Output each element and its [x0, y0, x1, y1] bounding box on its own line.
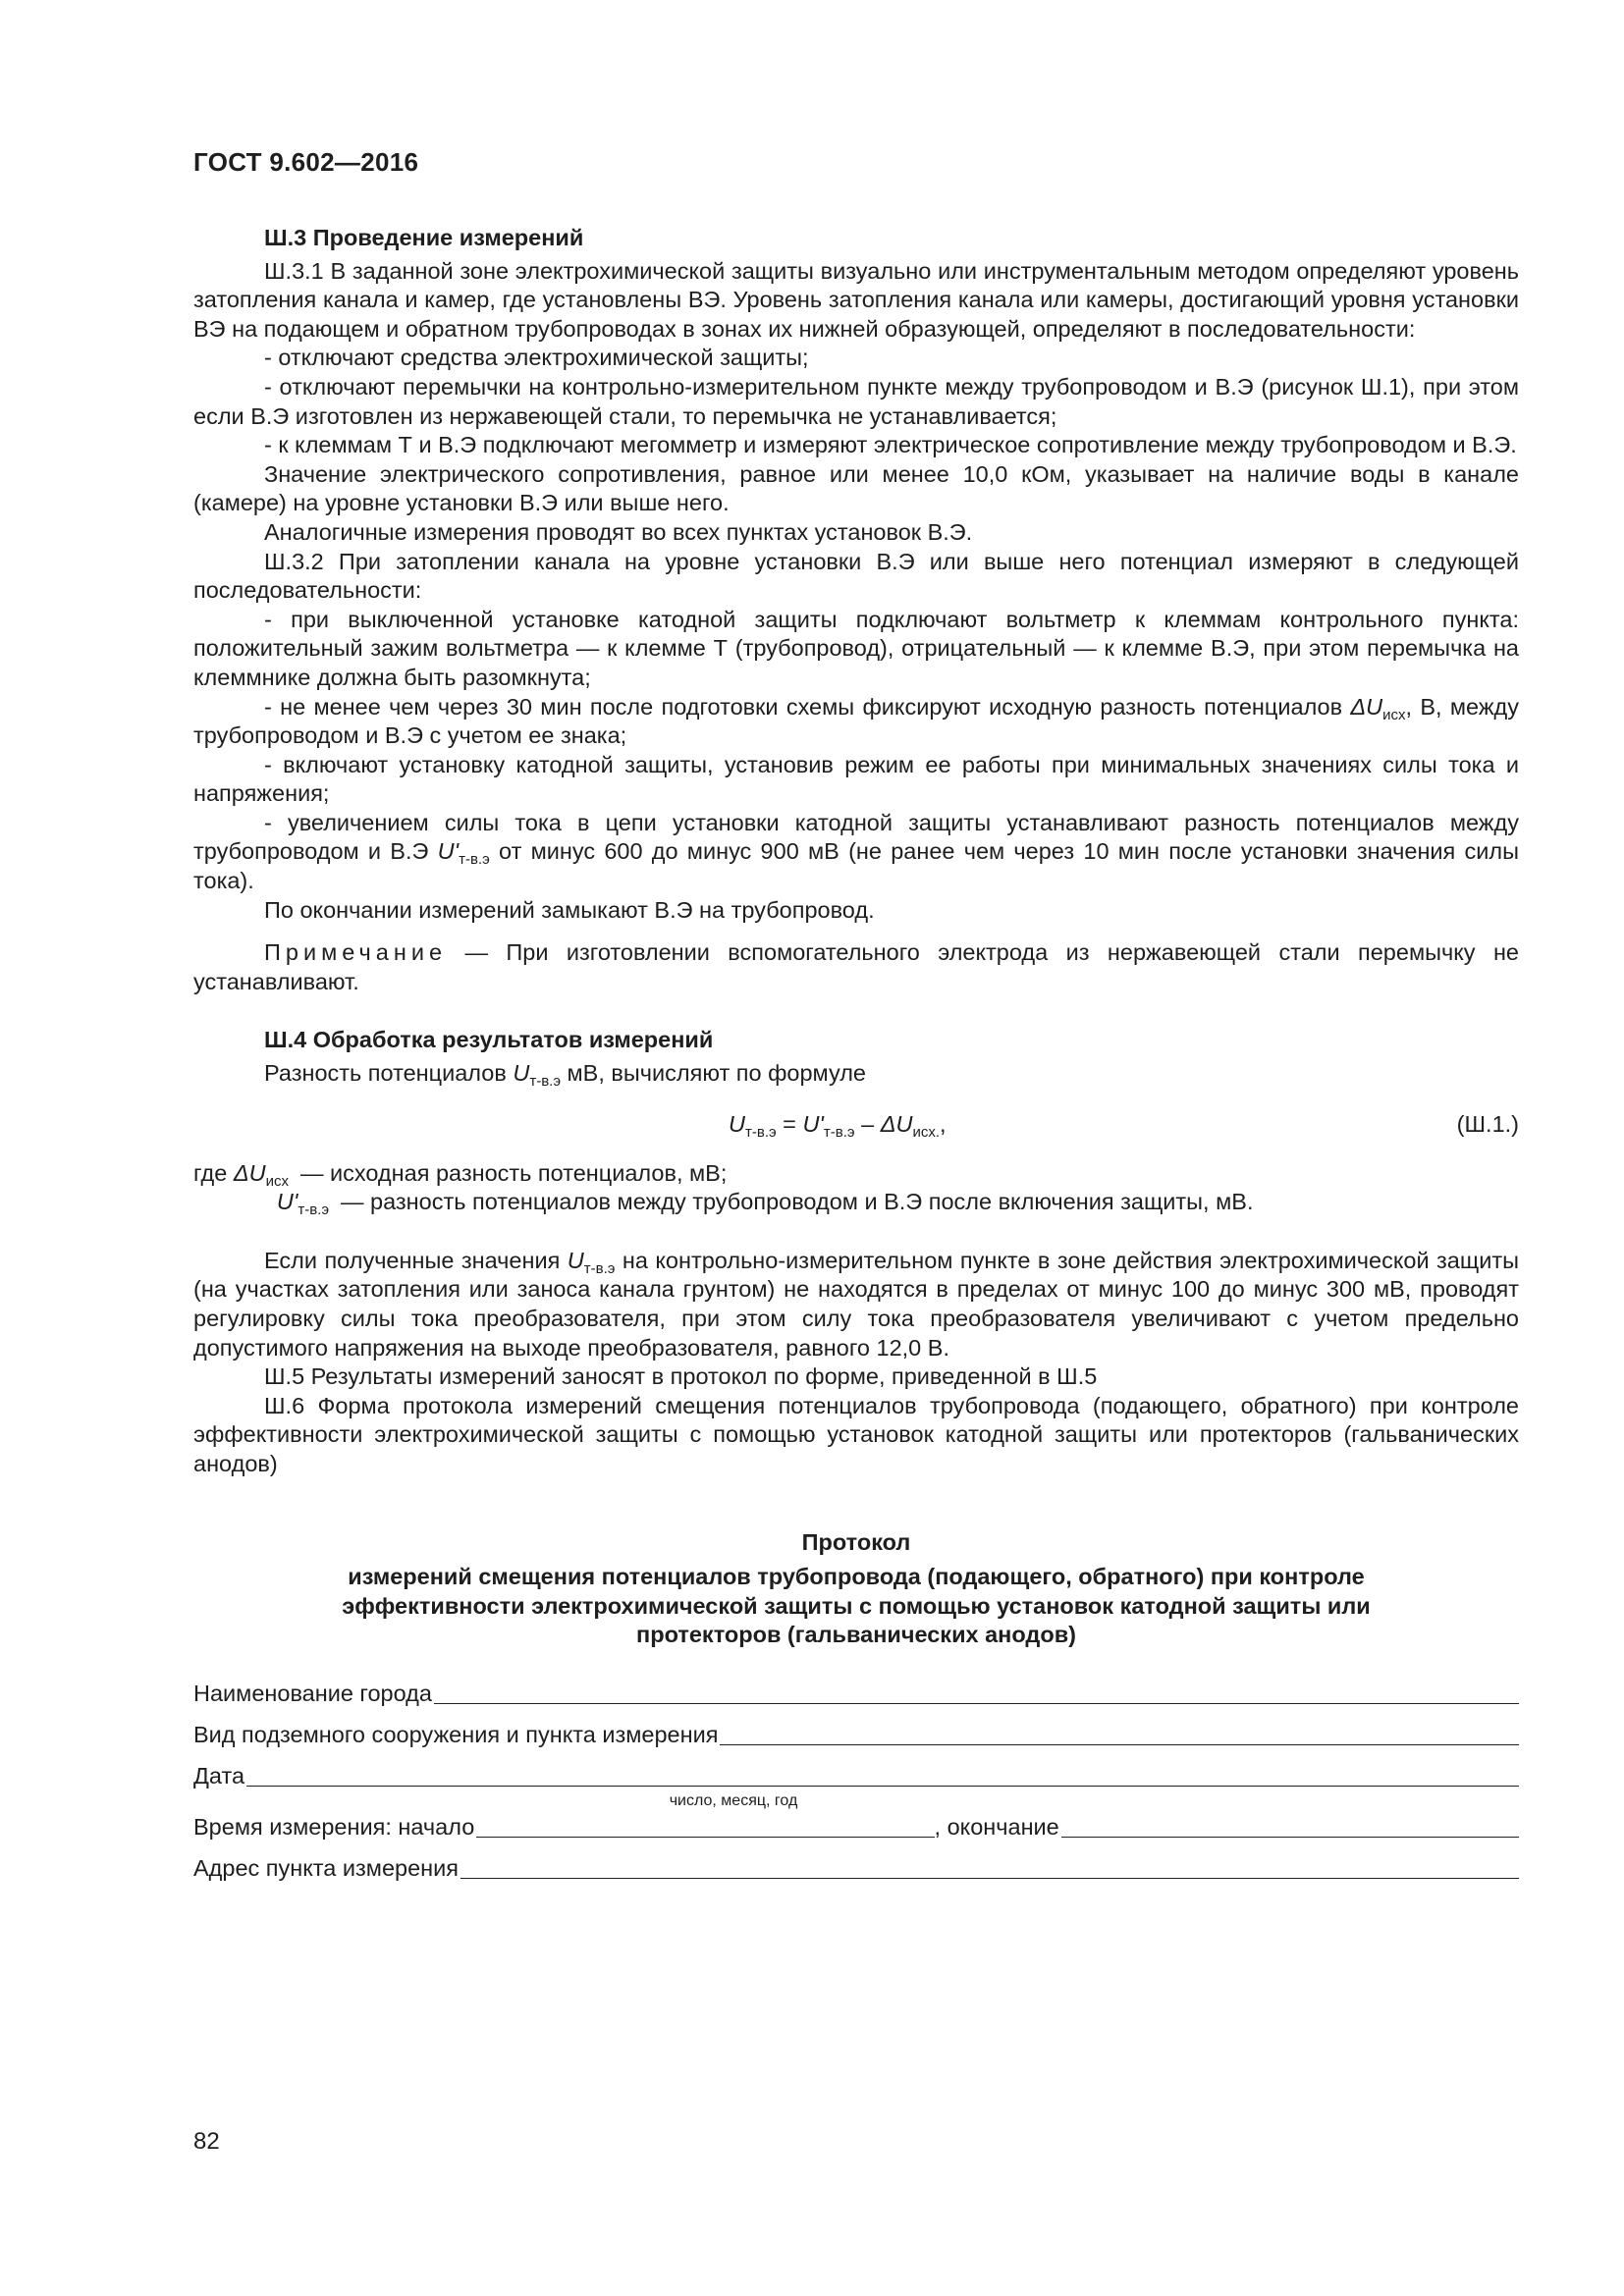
- formula-legend: [193, 1159, 1519, 1217]
- formula-number: (Ш.1.): [1456, 1110, 1519, 1137]
- city-field[interactable]: Наименование города: [193, 1668, 1519, 1709]
- list-item: - увеличением силы тока в цепи установки катодной защиты устанавливают разность потенциалов между трубопроводом и В.Э $U'_{т-в.э}$ от минус 600 до минус 900 мВ (не ранее чем через 10 мин после установки значения силы тока).: [193, 809, 1520, 894]
- section-heading-sh4: Ш.4 Обработка результатов измерений: [264, 1027, 714, 1053]
- paragraph: Значение электрического сопротивления, равное или менее 10,0 кОм, указывает на наличие воды в канале (камере) на уровне установки В.Э или выше него.: [193, 460, 1519, 516]
- structure-field[interactable]: Вид подземного сооружения и пункта измерения: [193, 1709, 1519, 1750]
- page-number: 82: [193, 2128, 220, 2155]
- paragraph: Ш.3.2 При затоплении канала на уровне установки В.Э или выше него потенциал измеряют в следующей последовательности:: [193, 548, 1519, 604]
- address-field[interactable]: Адрес пункта измерения: [193, 1842, 1519, 1884]
- list-item: - отключают перемычки на контрольно-измерительном пункте между трубопроводом и В.Э (рисунок Ш.1), при этом если В.Э изготовлен из нержавеющей стали, то перемычка не устанавливается;: [193, 373, 1519, 429]
- page-content: [193, 224, 1519, 1884]
- paragraph: Если полученные значения $U_{т-в.э}$ на контрольно-измерительном пункте в зоне действия электрохимической защиты (на участках затопления или заноса канала грунтом) не находятся в пределах от минус 100 до минус 300 мВ, проводят регулировку силы тока преобразователя, при этом силу тока преобразователя увеличивают с учетом предельно допустимого напряжения на выходе преобразователя, равного 12,0 В.: [193, 1247, 1519, 1361]
- legend-row: где $\Delta U_{исх}$ — исходная разность потенциалов, мВ;: [193, 1159, 728, 1190]
- paragraph: Ш.5 Результаты измерений заносят в протокол по форме, приведенной в Ш.5: [264, 1363, 1098, 1390]
- list-item: - отключают средства электрохимической защиты;: [264, 345, 809, 371]
- legend-row: $U'_{т-в.э}$ — разность потенциалов между трубопроводом и В.Э после включения защиты, мВ.: [276, 1189, 1254, 1219]
- protocol-title: Протокол: [801, 1528, 911, 1555]
- paragraph: По окончании измерений замыкают В.Э на трубопровод.: [264, 896, 875, 923]
- paragraph: Аналогичные измерения проводят во всех пунктах установок В.Э.: [264, 518, 973, 545]
- list-item: - к клеммам Т и В.Э подключают мегомметр и измеряют электрическое сопротивление между трубопроводом и В.Э.: [264, 432, 1517, 458]
- note: Примечание — При изготовлении вспомогательного электрода из нержавеющей стали перемычку не устанавливают.: [193, 939, 1519, 994]
- section-heading-sh3: Ш.3 Проведение измерений: [264, 225, 584, 250]
- list-item: - при выключенной установке катодной защиты подключают вольтметр к клеммам контрольного пункта: положительный зажим вольтметра — к клемме Т (трубопровод), отрицательный — к клемме В.Э, при этом перемычка на клеммнике должна быть разомкнута;: [193, 606, 1519, 690]
- date-caption: число, месяц, год: [669, 1791, 798, 1809]
- paragraph: Ш.6 Форма протокола измерений смещения потенциалов трубопровода (подающего, обратного) при контроле эффективности электрохимической защиты с помощью установок катодной защиты или протекторов (гальванических анодов): [193, 1392, 1519, 1476]
- protocol-subtitle: измерений смещения потенциалов трубопровода (подающего, обратного) при контроле эффективности электрохимической защиты с помощью установок катодной защиты или протекторов (гальванических анодов): [342, 1564, 1371, 1648]
- document-header: ГОСТ 9.602—2016: [193, 147, 419, 177]
- paragraph: Разность потенциалов $U_{т-в.э}$ мВ, вычисляют по формуле: [264, 1060, 866, 1091]
- formula-sh1: [193, 1102, 1519, 1149]
- time-field[interactable]: Время измерения: начало , окончание: [193, 1811, 1519, 1842]
- list-item: - включают установку катодной защиты, установив режим ее работы при минимальных значениях силы тока и напряжения;: [193, 751, 1519, 807]
- list-item: - не менее чем через 30 мин после подготовки схемы фиксируют исходную разность потенциалов $\Delta U_{исх}$, В, между трубопроводом и В.Э с учетом ее знака;: [193, 693, 1520, 749]
- formula-expression: $U_{т-в.э} = U'_{т-в.э} - \Delta U_{исх.}$,: [729, 1110, 947, 1141]
- date-field[interactable]: Дата: [193, 1750, 1519, 1791]
- paragraph: Ш.3.1 В заданной зоне электрохимической защиты визуально или инструментальным методом определяют уровень затопления канала и камер, где установлены ВЭ. Уровень затопления канала или камеры, достигающий уровня установки ВЭ на подающем и обратном трубопроводах в зонах их нижней образующей, определяют в последовательности:: [193, 257, 1519, 342]
